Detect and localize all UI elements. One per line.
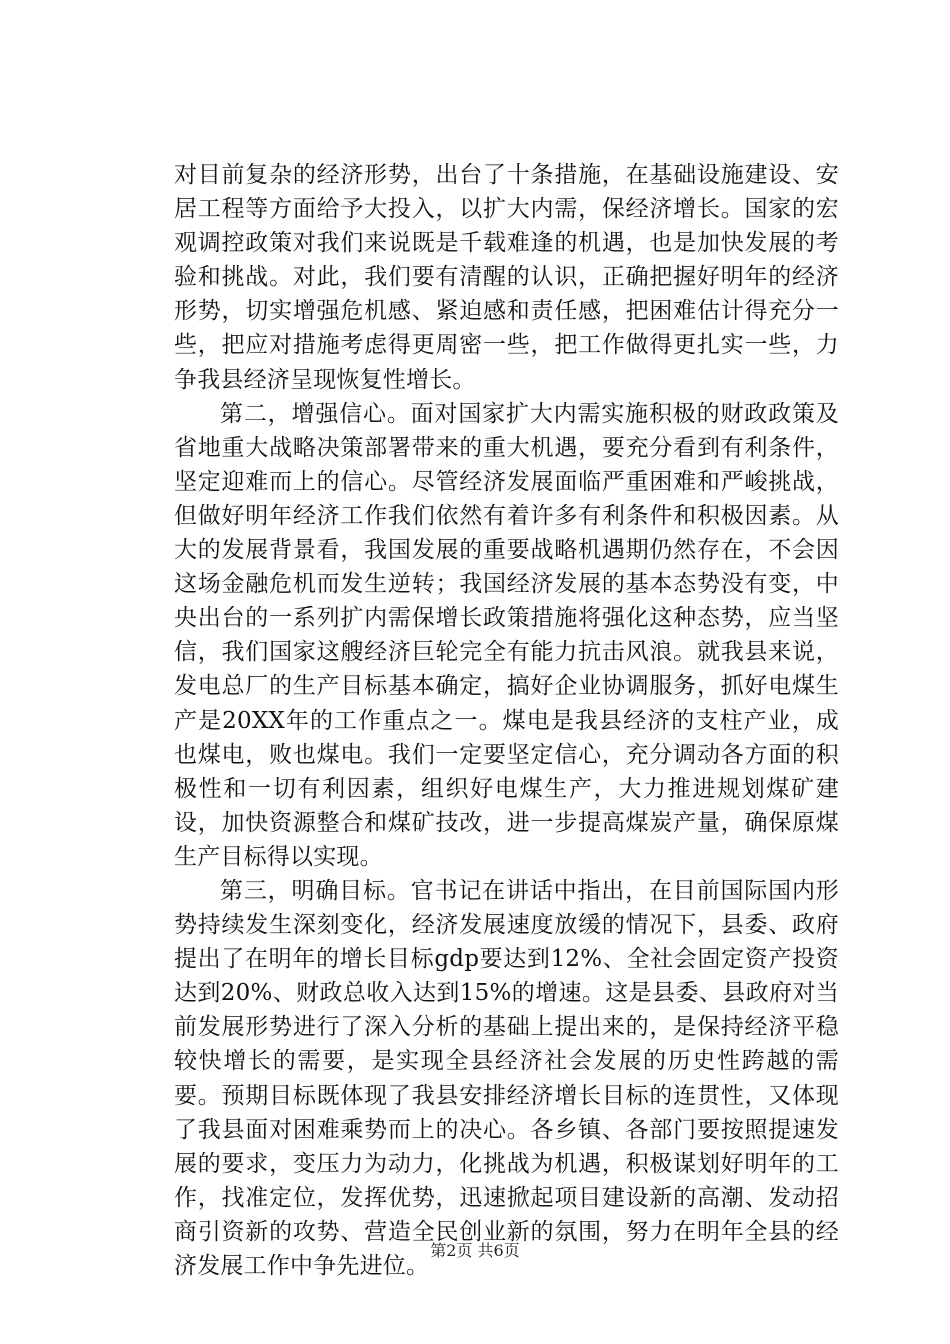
page-number-footer: 第2页 共6页: [430, 1241, 520, 1260]
paragraph-continuation: 对目前复杂的经济形势，出台了十条措施，在基础设施建设、安居工程等方面给予大投入，以扩大内需，保经济增长。国家的宏观调控政策对我们来说既是千载难逢的机遇，也是加快发展的考验和挑战。对此，我们要有清醒的认识，正确把握好明年的经济形势，切实增强危机感、紧迫感和责任感，把困难估计得充分一些，把应对措施考虑得更周密一些，把工作做得更扎实一些，力争我县经济呈现恢复性增长。: [174, 162, 839, 393]
document-body: [174, 158, 839, 1283]
paragraph-third-point: 第三，明确目标。官书记在讲话中指出，在目前国际国内形势持续发生深刻变化，经济发展速度放缓的情况下，县委、政府提出了在明年的增长目标gdp要达到12%、全社会固定资产投资达到20%、财政总收入达到15%的增速。这是县委、县政府对当前发展形势进行了深入分析的基础上提出来的，是保持经济平稳较快增长的需要，是实现全县经济社会发展的历史性跨越的需要。预期目标既体现了我县安排经济增长目标的连贯性，又体现了我县面对困难乘势而上的决心。各乡镇、各部门要按照提速发展的要求，变压力为动力，化挑战为机遇，积极谋划好明年的工作，找准定位，发挥优势，迅速掀起项目建设新的高潮、发动招商引资新的攻势、营造全民创业新的氛围，努力在明年全县的经济发展工作中争先进位。: [174, 877, 839, 1279]
paragraph-second-point: 第二，增强信心。面对国家扩大内需实施积极的财政政策及省地重大战略决策部署带来的重大机遇，要充分看到有利条件，坚定迎难而上的信心。尽管经济发展面临严重困难和严峻挑战，但做好明年经济工作我们依然有着许多有利条件和积极因素。从大的发展背景看，我国发展的重要战略机遇期仍然存在，不会因这场金融危机而发生逆转；我国经济发展的基本态势没有变，中央出台的一系列扩内需保增长政策措施将强化这种态势，应当坚信，我们国家这艘经济巨轮完全有能力抗击风浪。就我县来说，发电总厂的生产目标基本确定，搞好企业协调服务，抓好电煤生产是20XX年的工作重点之一。煤电是我县经济的支柱产业，成也煤电，败也煤电。我们一定要坚定信心，充分调动各方面的积极性和一切有利因素，组织好电煤生产，大力推进规划煤矿建设，加快资源整合和煤矿技改，进一步提高煤炭产量，确保原煤生产目标得以实现。: [174, 400, 839, 870]
